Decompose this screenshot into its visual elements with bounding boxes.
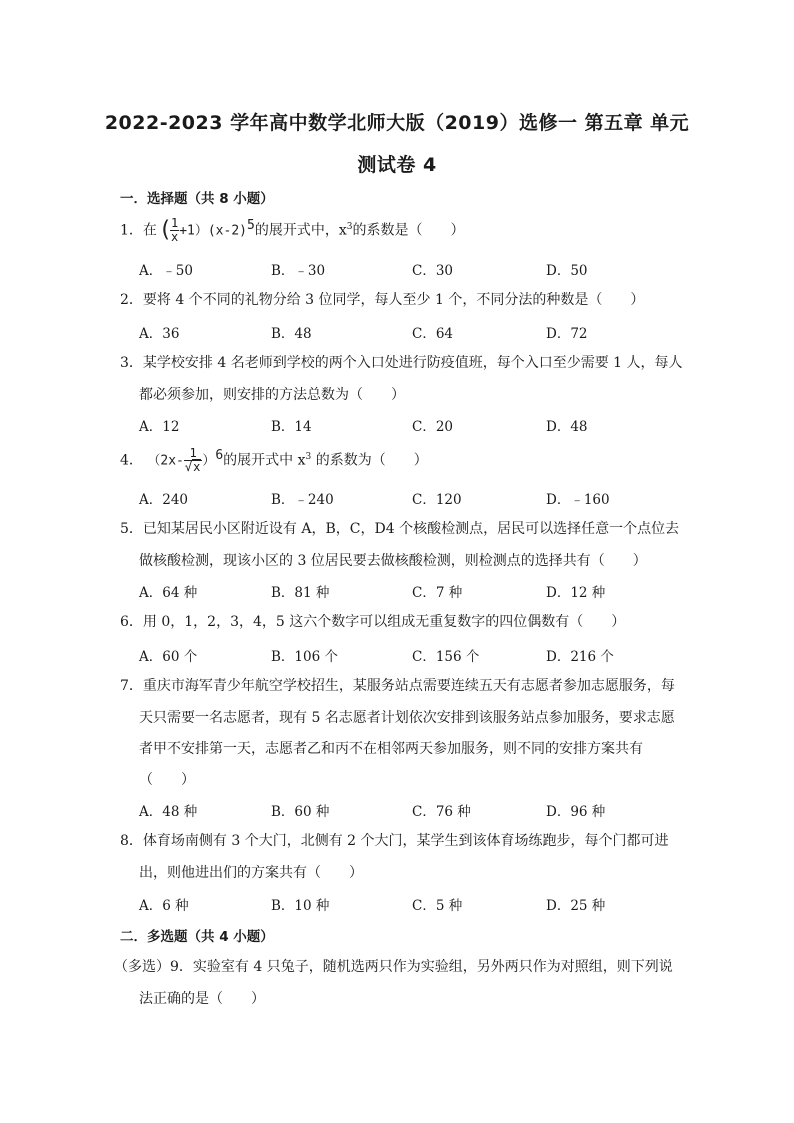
question-4: 4． （2x- $\frac{1}{√x}$ ）$^6$的展开式中 $x^3$ 的系数为（ ） <box>120 446 428 475</box>
option-a: A．64 种 <box>139 585 198 601</box>
question-8: 8．体育场南侧有 3 个大门，北侧有 2 个大门，某学生到该体育场练跑步，每个门都可进 <box>120 833 669 849</box>
question-number: 8． <box>120 833 143 849</box>
question-7-continued-3: （ ） <box>139 772 195 788</box>
question-number: 5． <box>120 521 143 537</box>
title-line-1: 2022-2023 学年高中数学北师大版（2019）选修一 第五章 单元 <box>104 112 690 134</box>
option-d: D．50 <box>546 263 588 279</box>
option-d: D．96 种 <box>546 804 606 820</box>
question-7-continued-2: 者甲不安排第一天，志愿者乙和丙不在相邻两天参加服务，则不同的安排方案共有 <box>139 741 643 757</box>
question-7-continued-1: 天只需要一名志愿者，现有 5 名志愿者计划依次安排到该服务站点参加服务，要求志愿 <box>139 710 675 726</box>
question-5: 5．已知某居民小区附近设有 A，B，C，D4 个核酸检测点，居民可以选择任意一个点位去 <box>120 521 680 537</box>
option-d: D．72 <box>546 326 588 342</box>
question-3-continued: 都必须参加，则安排的方法总数为（ ） <box>139 387 405 403</box>
option-c: C．64 <box>412 326 454 342</box>
option-a: A．240 <box>139 492 189 508</box>
question-9: （多选）9．实验室有 4 只兔子，随机选两只作为实验组，另外两只作为对照组，则下列说 <box>114 959 673 975</box>
question-3: 3．某学校安排 4 名老师到学校的两个入口处进行防疫值班，每个入口至少需要 1 人，每人 <box>120 355 683 371</box>
option-b: B．﹣30 <box>271 263 326 279</box>
option-d: D．48 <box>546 419 588 435</box>
option-b: B．60 种 <box>271 804 330 820</box>
option-d: D．25 种 <box>546 898 606 914</box>
title-line-2: 测试卷 4 <box>357 154 437 176</box>
option-b: B．﹣240 <box>271 492 334 508</box>
option-a: A．36 <box>139 326 180 342</box>
question-number: 6． <box>120 614 143 630</box>
fraction: $\frac{1}{x}$ <box>170 216 179 245</box>
option-d: D．﹣160 <box>546 492 610 508</box>
option-a: A．48 种 <box>139 804 198 820</box>
option-d: D．216 个 <box>546 649 614 665</box>
option-c: C．120 <box>412 492 462 508</box>
option-a: A．﹣50 <box>139 263 193 279</box>
option-c: C．5 种 <box>412 898 463 914</box>
question-5-continued: 做核酸检测，现该小区的 3 位居民要去做核酸检测，则检测点的选择共有（ ） <box>139 553 647 569</box>
question-number: 1． <box>120 222 143 239</box>
option-a: A．6 种 <box>139 898 189 914</box>
option-d: D．12 种 <box>546 585 606 601</box>
question-8-continued: 出，则他进出们的方案共有（ ） <box>139 865 363 881</box>
question-number: 7． <box>120 678 143 694</box>
option-c: C．7 种 <box>412 585 463 601</box>
option-b: B．106 个 <box>271 649 338 665</box>
option-c: C．76 种 <box>412 804 471 820</box>
question-6: 6．用 0，1，2，3，4，5 这六个数字可以组成无重复数字的四位偶数有（ ） <box>120 614 626 630</box>
option-c: C．20 <box>412 419 454 435</box>
option-b: B．14 <box>271 419 312 435</box>
option-b: B．81 种 <box>271 585 330 601</box>
question-1: 1．在 ( $\frac{1}{x}$ $+1)(x-2)^5$的展开式中，$x^3$的系数是（ ） <box>120 216 465 245</box>
question-number: 3． <box>120 355 143 371</box>
option-c: C．30 <box>412 263 454 279</box>
section-heading-multiple-choice: 二．多选题（共 4 小题） <box>120 929 274 945</box>
fraction: $\frac{1}{√x}$ <box>184 446 201 475</box>
option-a: A．60 个 <box>139 649 198 665</box>
option-c: C．156 个 <box>412 649 480 665</box>
question-2: 2．要将 4 个不同的礼物分给 3 位同学，每人至少 1 个，不同分法的种数是（ ） <box>120 292 645 308</box>
option-a: A．12 <box>139 419 180 435</box>
question-9-continued: 法正确的是（ ） <box>139 991 265 1007</box>
option-b: B．48 <box>271 326 312 342</box>
question-number: 2． <box>120 292 143 308</box>
question-number: 4． <box>120 452 143 469</box>
option-b: B．10 种 <box>271 898 330 914</box>
section-heading-single-choice: 一．选择题（共 8 小题） <box>120 191 274 207</box>
question-7: 7．重庆市海军青少年航空学校招生，某服务站点需要连续五天有志愿者参加志愿服务，每 <box>120 678 675 694</box>
